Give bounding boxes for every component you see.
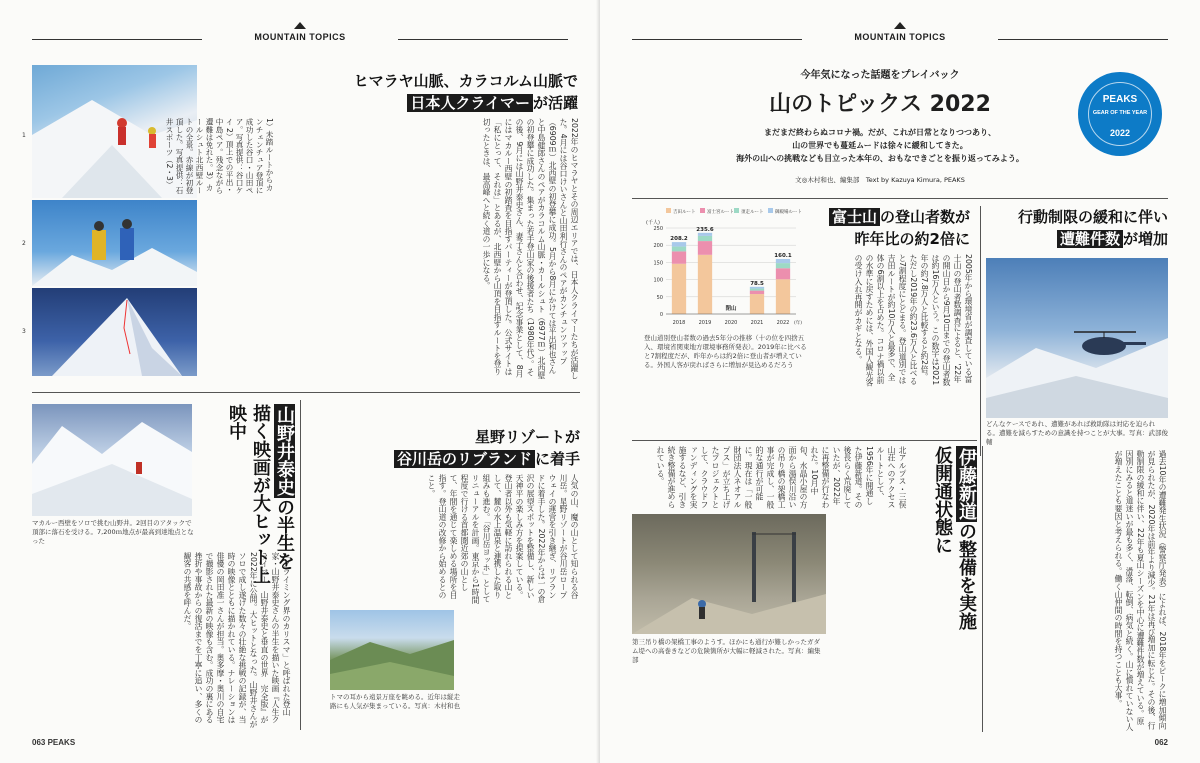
badge-year: 2022 bbox=[1109, 128, 1131, 138]
x-tick-label: 2020 bbox=[724, 320, 738, 326]
article3-body: 人気の山、魔の山として知られる谷川岳。星野リゾートが谷川岳ロープウェイの運営を引き継ぎ、リブランドに着手した。2022年からは一の倉沢の展望スポットを整備し、新しい天神平の楽しみ方を提案している。登山者以外も気軽に訪れられる山として、麓の水上温泉と連携した取り組みも進む。「谷川岳ヨッホ」としてリニューアルを計画。東京から1時間程度で行ける首都圏近郊の山として、年間を通じて楽しめる場所を目指す。登山道の改修から始めるとのこと。 bbox=[427, 474, 579, 604]
article2-headline-box: 山野井泰史 bbox=[274, 406, 295, 496]
bar-segment bbox=[698, 255, 712, 314]
article3-headline-tail: に着手 bbox=[534, 450, 580, 468]
article4-headline-box: 富士山 bbox=[829, 208, 880, 226]
photo-makalu-west-face bbox=[32, 404, 192, 516]
article6-headline-rest: の整備を実施 仮開通状態に bbox=[932, 446, 977, 630]
bar-segment bbox=[698, 233, 712, 236]
article5-headline-tail: が増加 bbox=[1122, 230, 1168, 248]
article4-body-continued bbox=[644, 372, 804, 402]
article4-headline bbox=[810, 206, 970, 250]
bar-segment bbox=[776, 279, 790, 314]
bar-segment bbox=[750, 291, 764, 294]
bar-segment bbox=[776, 268, 790, 279]
gear-of-the-year-badge bbox=[1078, 72, 1162, 156]
section-label: MOUNTAIN TOPICS bbox=[854, 32, 946, 42]
x-axis-suffix: (年) bbox=[793, 321, 802, 326]
mountain-icon bbox=[894, 22, 906, 29]
y-tick-label: 100 bbox=[653, 277, 663, 284]
photo-rescue-helicopter bbox=[986, 258, 1168, 418]
bar-segment bbox=[672, 247, 686, 252]
article3-photo-caption: トマの耳から遠景万座を眺める。近年は縦走路にも人気が集まっている。写真：木村和也 bbox=[330, 693, 460, 710]
article2-body: 「クライミング界のカリスマ」と呼ばれた登山家・山野井泰史さんの半生を描いた映画『人生クライマー 山野井泰史と垂直の世界 完全版』が2022年に公開。大ヒットとなった。山野井さんがソロで成し遂げた数々の壮絶な挑戦の記録が、当時の映像とともに描かれている。ナレーションは俳優の岡田准一さんが担当。奥多摩・奥川の自宅で撮影された最新の映像も含む。成功の裏にある挫折や事故からの復活までを丁寧に追い、多くの観客の共感を呼んだ。 bbox=[183, 552, 291, 728]
article1-headline-tail: が活躍 bbox=[532, 94, 578, 112]
x-tick-label: 2022 bbox=[776, 320, 790, 326]
x-tick-label: 2019 bbox=[698, 320, 712, 326]
photo-tanigawa-ridge bbox=[330, 610, 454, 690]
bar-total-label: 160.1 bbox=[774, 252, 792, 259]
section-label: MOUNTAIN TOPICS bbox=[254, 32, 346, 42]
y-tick-label: 150 bbox=[653, 260, 663, 267]
bar-total-label: 閉山 bbox=[725, 306, 737, 312]
legend-swatch bbox=[734, 208, 739, 213]
legend-label: 富士宮ルート bbox=[707, 210, 734, 215]
intro-lead-3: 海外の山への挑戦なども目立った本年の、おもなできごとを振り返ってみよう。 bbox=[736, 154, 1024, 163]
article6-photo-caption: 第三吊り橋の架橋工事のようす。ほかにも通行が難しかったガダム堤への高巻きなどの危険箇所が大幅に軽減された。写真：編集部 bbox=[632, 638, 821, 664]
bar-segment bbox=[750, 287, 764, 289]
article5-body: 過去10年の遭難発生状況（警察庁発表）によれば、2018年をピークに増加傾向が見られたが、2020年は前年より減少。21年は再び増加に転じた。その後、行動制限の緩和に伴い、22年も夏山シーズンを中心に遭難件数が増えている。原因別にみると道迷いが最も多く、滑落、転倒、病気と続く。山に慣れていない人が増えたことも要因と考えられる。働く山仲間の時間を持つことも大事。 bbox=[1114, 450, 1167, 731]
bar-segment bbox=[698, 241, 712, 255]
article6-body: 北アルプス・三俣山荘へのアクセスルートとして、1956年に開通した伊藤新道。その後長らく荒廃していたが、2022年に再整備が行なわれた。10月中旬、水晶小屋の方面から湯俣川沿いの吊り橋の架橋工事が完成し、一般的な通行が可能に。現在は「一般財団法人ネオアルプス」が立ち上げたプロジェクトとして、クラウドファンディングを実施するなど、引き続き整備が進められている。 bbox=[656, 446, 907, 509]
folio-brand: PEAKS bbox=[47, 738, 76, 747]
bar-segment bbox=[776, 263, 790, 268]
legend-label: 須走ルート bbox=[741, 210, 764, 215]
y-tick-label: 0 bbox=[659, 312, 663, 318]
y-axis-unit: (千人) bbox=[646, 220, 660, 226]
article1-headline bbox=[316, 70, 578, 114]
bar-total-label: 78.5 bbox=[750, 280, 764, 287]
fuji-climbers-chart bbox=[644, 206, 804, 330]
y-tick-label: 250 bbox=[653, 226, 663, 232]
article1-headline-box: 日本人クライマー bbox=[407, 94, 533, 112]
y-tick-label: 200 bbox=[653, 243, 663, 250]
article1-body: 2022年のヒマラヤとその周辺エリアでは、日本人クライマーたちが活躍した。4月には谷口けいさんと山田利行さんのペアがカンチュンツァップ（6909ｍ）北西壁の初登攀に成功。5月から8月にかけては平出和也さんと中島健郎さんのペアがカラコルム山脈・カールシュト（6977ｍ）北西壁の初登攀に成功した。集まった若手登山家の後援者たち（1980年代）。その後、9月には山野井泰史さん、妻子さんと合わせ、記念事業として、8月にはマカルー西壁の初踏査を目指すパーティーが登頂した。公式サイトは「私にとって、それは」とあるが、北西壁から山頂を目指すルートを登り切ったときは、最高峰へと続く道の一歩になる。 bbox=[482, 118, 579, 380]
intro-lead-1: まだまだ終わらぬコロナ禍。だが、これが日常となりつつあり、 bbox=[764, 128, 996, 137]
article3-headline-line1: 星野リゾートが bbox=[474, 428, 580, 446]
x-tick-label: 2018 bbox=[672, 320, 686, 326]
intro-kicker: 今年気になった話題をプレイバック bbox=[800, 70, 960, 81]
right-page-header bbox=[632, 22, 1168, 46]
badge-ring: GEAR OF THE YEAR bbox=[1092, 110, 1148, 116]
intro-lead-2: 山の世界でも蔓延ムードは徐々に緩和してきた。 bbox=[792, 141, 968, 150]
bar-total-label: 208.2 bbox=[670, 236, 688, 243]
chart-caption: 登山道別登山者数の過去5年分の推移（十の位を四捨五入、環境省関東地方環境事務所発表）。2019年に比べると7割程度だが、昨年からは約2倍に登山者が増えている。外国人客が戻ればさらに増加が見込めるだろう bbox=[644, 334, 807, 369]
article4-headline-tail: の登山者数が bbox=[879, 208, 970, 226]
bar-segment bbox=[750, 289, 764, 291]
photo-number-1: 1 bbox=[22, 132, 26, 139]
article1-photo-caption: 1）未踏ルートからカンチェンチュア登頂に成功した谷口・山田ペア。写真提供：谷口ケイ 2）頂上での平出・中島ペア。残念ながら遭難は免れた。3）カールシュト北西壁ルートの全景。赤線が初登頂した。写真提供：石井スポーツ（2・3） bbox=[165, 118, 274, 194]
badge-brand: PEAKS bbox=[1102, 94, 1138, 105]
article1-headline-line1: ヒマラヤ山脈、カラコルム山脈で bbox=[353, 72, 578, 90]
bar-segment bbox=[672, 264, 686, 314]
photo-number-3: 3 bbox=[22, 328, 26, 335]
article5-headline bbox=[988, 206, 1168, 250]
bar-segment bbox=[672, 251, 686, 263]
bar-segment bbox=[776, 259, 790, 263]
left-page-header bbox=[32, 22, 568, 46]
photo-summit-pair bbox=[32, 200, 197, 286]
article5-headline-line1: 行動制限の緩和に伴い bbox=[1017, 208, 1168, 226]
intro-block bbox=[700, 66, 1060, 184]
article2-photo-caption: マカルー西壁をソロで挑む山野井。2回目のアタックで頂部に落石を受ける。7,200ｍ地点が最高到達地点となった bbox=[32, 519, 194, 545]
article5-photo-caption: どんなケースであれ、遭難があれば救助隊は対応を迫られる。遭難を減らすための意識を持つことが大事。写真：武部俊輔 bbox=[986, 420, 1168, 446]
bar-segment bbox=[698, 236, 712, 241]
bar-segment bbox=[750, 294, 764, 314]
article3-headline-box: 谷川岳のリブランド bbox=[394, 450, 535, 468]
legend-swatch bbox=[768, 208, 773, 213]
right-folio: 062 bbox=[1154, 738, 1168, 747]
intro-title: 山のトピックス 2022 bbox=[769, 92, 991, 117]
intro-credit: 文◎木村和也、編集部 Text by Kazuya Kimura, PEAKS bbox=[795, 176, 965, 184]
article5-headline-box: 遭難件数 bbox=[1057, 230, 1123, 248]
article3-headline bbox=[310, 426, 580, 470]
legend-swatch bbox=[666, 208, 671, 213]
x-tick-label: 2021 bbox=[750, 320, 764, 326]
bar-segment bbox=[672, 242, 686, 246]
article6-body-continued bbox=[832, 514, 978, 732]
legend-label: 吉田ルート bbox=[673, 210, 696, 215]
photo-number-2: 2 bbox=[22, 240, 26, 247]
article4-body: 2005年から環境省が調査している富士山の登山者数調査によると、'22年の開山日から9月10日までの登山者数は約16万人という。この数字は2021年の約7.8万人と比較すると約2倍。ただし2019年の約23.6万人と比べると7割程度にとどまる。登山道別では吉田ルートが約10万人と最多で、全体の6割以上を占めた。コロナ禍以前の水準に戻すためには、外国人観光客の受け入れ再開がカギとなる。 bbox=[854, 254, 973, 387]
article4-headline-line2: 昨年比の約2倍に bbox=[854, 230, 970, 248]
article6-headline-box: 伊藤新道 bbox=[956, 448, 977, 520]
legend-label: 御殿場ルート bbox=[775, 210, 802, 215]
bar-total-label: 235.6 bbox=[696, 226, 714, 233]
legend-swatch bbox=[700, 208, 705, 213]
article3-body-continued bbox=[464, 612, 580, 730]
photo-suspension-bridge bbox=[632, 514, 826, 634]
photo-north-face bbox=[32, 288, 197, 376]
y-tick-label: 50 bbox=[656, 294, 663, 301]
left-folio: 063 PEAKS bbox=[32, 738, 76, 747]
article2-headline-rest: の半生を描く映画が大ヒット上映中 bbox=[226, 404, 295, 584]
mountain-icon bbox=[294, 22, 306, 29]
